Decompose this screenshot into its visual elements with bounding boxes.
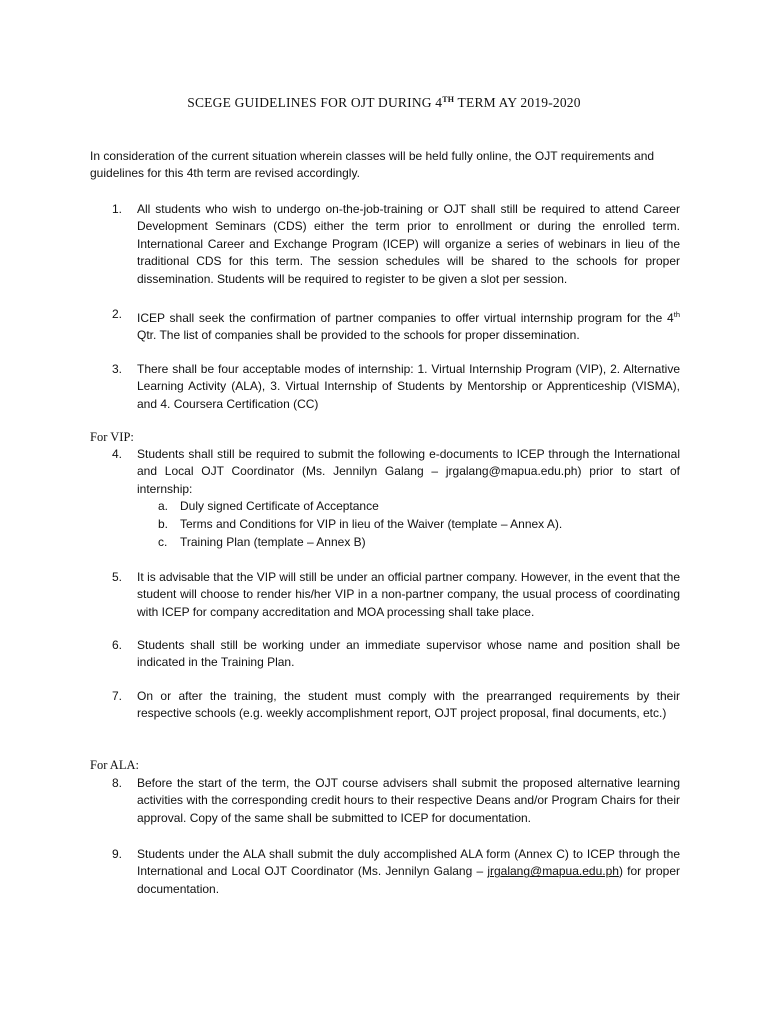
item-number: 9. — [112, 847, 123, 861]
section-label-ala: For ALA: — [90, 758, 139, 772]
item-number: 5. — [112, 570, 123, 584]
item-text-part: ) for proper documentation. — [137, 864, 681, 896]
item-text — [137, 846, 680, 898]
item-superscript: th — [673, 310, 680, 319]
sub-item-letter: c. — [158, 535, 168, 549]
sub-item-text: Terms and Conditions for VIP in lieu of the Waiver (template – Annex A). — [180, 517, 563, 531]
item-number: 2. — [112, 307, 123, 321]
section-label-vip: For VIP: — [90, 430, 134, 444]
item-number: 1. — [112, 202, 123, 216]
sub-item-text: Duly signed Certificate of Acceptance — [180, 499, 379, 513]
item-text-part: ICEP shall seek the confirmation of partner companies to offer virtual internship program for the 4 — [137, 311, 674, 325]
item-number: 4. — [112, 447, 123, 461]
email-link[interactable]: jrgalang@mapua.edu.ph — [487, 864, 619, 879]
item-number: 8. — [112, 776, 123, 790]
title-main: SCEGE GUIDELINES FOR OJT DURING 4 — [187, 95, 443, 110]
item-text: Before the start of the term, the OJT course advisers shall submit the proposed alternative learning activities with the corresponding credit hours to their respective Deans and/or Program Chairs for their approval. Copy of the same shall be submitted to ICEP for documentation. — [137, 776, 680, 825]
item-text — [137, 306, 680, 345]
sub-item-letter: a. — [158, 499, 169, 513]
item-number: 7. — [112, 689, 123, 703]
document-title — [0, 95, 768, 111]
item-text-part: Students under the ALA shall submit the duly accomplished ALA form (Annex C) to ICEP through the International and Local OJT Coordinator (Ms. Jennilyn Galang – — [137, 847, 680, 879]
item-text-part: Qtr. The list of companies shall be provided to the schools for proper dissemination. — [137, 328, 580, 343]
item-text: It is advisable that the VIP will still be under an official partner company. However, in the event that the student will choose to render his/her VIP in a non-partner company, the usual process of coordinating with ICEP for company accreditation and MOA processing shall take place. — [137, 570, 680, 619]
item-number: 3. — [112, 362, 123, 376]
intro-paragraph: In consideration of the current situation wherein classes will be held fully online, the OJT requirements and guidelines for this 4th term are revised accordingly. — [90, 149, 655, 181]
sub-item-text: Training Plan (template – Annex B) — [180, 535, 366, 549]
item-text: Students shall still be working under an immediate supervisor whose name and position shall be indicated in the Training Plan. — [137, 638, 680, 670]
sub-item-letter: b. — [158, 517, 169, 531]
item-number: 6. — [112, 638, 123, 652]
title-superscript: TH — [442, 95, 455, 104]
item-text: Students shall still be required to submit the following e-documents to ICEP through the International and Local OJT Coordinator (Ms. Jennilyn Galang – jrgalang@mapua.edu.ph) prior to start of internship: — [137, 447, 680, 496]
item-text: On or after the training, the student must comply with the prearranged requirements by their respective schools (e.g. weekly accomplishment report, OJT project proposal, final documents, etc.) — [137, 689, 680, 721]
item-text: There shall be four acceptable modes of internship: 1. Virtual Internship Program (VIP), 2. Alternative Learning Activity (ALA), 3. Virtual Internship of Students by Mentorship or Apprenticeship (VISMA), and 4. Coursera Certification (CC) — [137, 362, 680, 411]
title-end: TERM AY 2019-2020 — [454, 95, 581, 110]
item-text: All students who wish to undergo on-the-job-training or OJT shall still be required to attend Career Development Seminars (CDS) either the term prior to enrollment or during the enrolled term. International Career and Exchange Program (ICEP) will organize a series of webinars in lieu of the traditional CDS for this term. The session schedules will be shared to the schools for proper dissemination. Students will be required to register to be given a slot per session. — [137, 202, 680, 286]
